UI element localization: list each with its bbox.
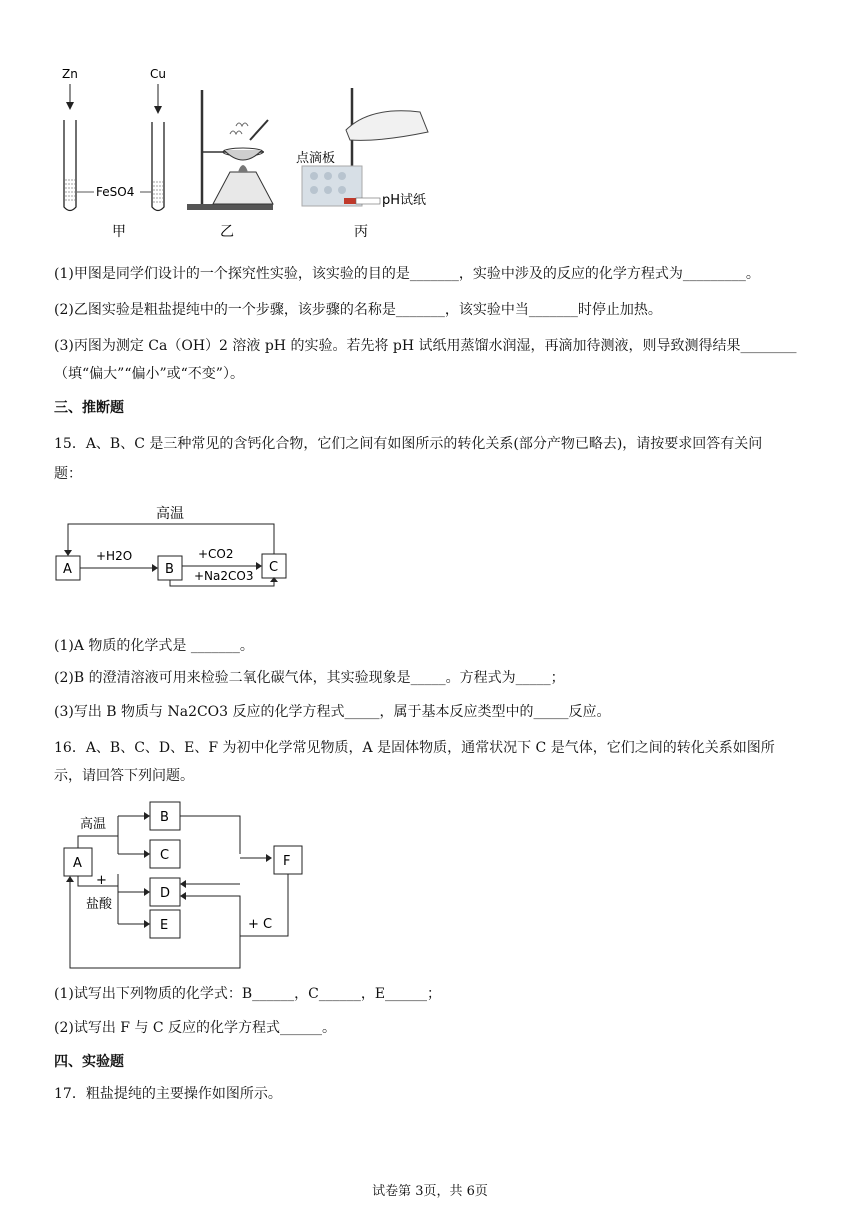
label-c: C <box>269 560 279 575</box>
label-e: E <box>160 918 169 933</box>
q16-conversion-diagram <box>62 798 312 978</box>
bing-label: 丙 <box>354 224 368 240</box>
yi-label: 乙 <box>220 224 234 240</box>
label-plus: + <box>96 873 107 888</box>
q16-stem-1: 16．A、B、C、D、E、F 为初中化学常见物质，A 是固体物质，通常状况下 C 是气体，它们之间的转化关系如图所 <box>54 740 775 756</box>
page-footer: 试卷第 3页，共 6页 <box>372 1184 488 1199</box>
ph-paper-label: pH试纸 <box>382 193 427 208</box>
test-tube-cu <box>152 122 164 211</box>
label-co2: +CO2 <box>198 547 234 561</box>
label-b: B <box>165 562 174 577</box>
label-h2o: +H2O <box>96 549 133 563</box>
q14-line-4: （填“偏大”“偏小”或“不变”）。 <box>54 366 244 382</box>
q17-stem: 17．粗盐提纯的主要操作如图所示。 <box>54 1086 282 1102</box>
apparatus-figure <box>50 62 450 242</box>
q16-answer-2: (2)试写出 F 与 C 反应的化学方程式______。 <box>54 1020 337 1036</box>
label-na2co3: +Na2CO3 <box>194 569 254 583</box>
feso4-label: FeSO4 <box>96 185 135 199</box>
test-tube-zn <box>64 120 76 211</box>
q14-line-1: (1)甲图是同学们设计的一个探究性实验，该实验的目的是_______，实验中涉及的反应的化学方程式为_________。 <box>54 266 760 282</box>
q15-stem-2: 题： <box>54 466 82 482</box>
label-plus-c: + C <box>248 917 273 932</box>
label-a: A <box>73 856 82 871</box>
label-hcl: 盐酸 <box>86 897 113 912</box>
label-d: D <box>160 886 171 901</box>
cu-label: Cu <box>150 67 166 81</box>
jia-label: 甲 <box>112 224 126 240</box>
label-f: F <box>283 854 291 869</box>
q15-answer-3: (3)写出 B 物质与 Na2CO3 反应的化学方程式_____，属于基本反应类型中的_____反应。 <box>54 704 611 720</box>
label-high-temp: 高温 <box>156 506 184 522</box>
section-3-heading: 三、推断题 <box>54 400 124 416</box>
label-c: C <box>160 848 170 863</box>
q15-stem-1: 15．A、B、C 是三种常见的含钙化合物，它们之间有如图所示的转化关系(部分产物已略去)，请按要求回答有关问 <box>54 436 763 452</box>
q14-line-3: (3)丙图为测定 Ca（OH）2 溶液 pH 的实验。若先将 pH 试纸用蒸馏水润湿，再滴加待测液，则导致测得结果________ <box>54 338 797 354</box>
q16-stem-2: 示，请回答下列问题。 <box>54 768 194 784</box>
q16-answer-1: (1)试写出下列物质的化学式：B______，C______，E______； <box>54 986 442 1002</box>
q15-conversion-diagram <box>54 500 294 590</box>
label-high-temp: 高温 <box>80 817 107 832</box>
q15-answer-1: (1)A 物质的化学式是 _______。 <box>54 638 254 654</box>
q14-line-2: (2)乙图实验是粗盐提纯中的一个步骤，该步骤的名称是_______，该实验中当_______时停止加热。 <box>54 302 662 318</box>
label-b: B <box>160 810 169 825</box>
label-a: A <box>63 562 72 577</box>
section-4-heading: 四、实验题 <box>54 1054 124 1070</box>
dian-di-ban-label: 点滴板 <box>296 151 336 166</box>
q15-answer-2: (2)B 的澄清溶液可用来检验二氧化碳气体，其实验现象是_____。方程式为_____； <box>54 670 565 686</box>
zn-label: Zn <box>62 67 78 81</box>
